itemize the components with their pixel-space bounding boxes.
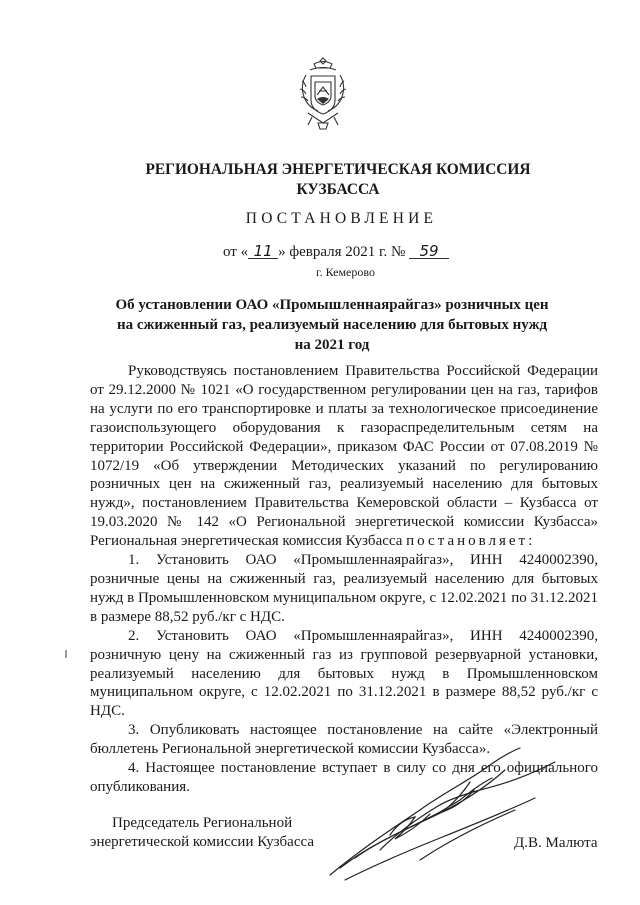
item-1: 1. Установить ОАО «Промышленнаярайгаз», ИНН 4240002390, розничные цены на сжиженный газ, реализуемый населению для бытовых нужд в Промышленновском муниципальном округе, с 12.02.2021 по 31.12.2021 в размере 88,52 руб./кг с НДС. <box>90 552 598 625</box>
position-line2: энергетической комиссии Кузбасса <box>90 834 314 850</box>
coat-of-arms-icon <box>296 55 350 133</box>
item-4: 4. Настоящее постановление вступает в силу со дня его официального опубликования. <box>90 760 598 795</box>
commission-name-line2: КУЗБАССА <box>296 181 380 198</box>
margin-mark <box>65 650 67 658</box>
signatory-name: Д.В. Малюта <box>514 835 598 851</box>
document-title <box>95 295 569 355</box>
handwritten-signature <box>320 740 570 890</box>
document-body <box>90 362 598 797</box>
handwritten-number: 59 <box>409 244 449 259</box>
city-label: г. Кемерово <box>316 265 375 279</box>
date-number-line <box>223 244 449 261</box>
commission-name-line1: РЕГИОНАЛЬНАЯ ЭНЕРГЕТИЧЕСКАЯ КОМИССИЯ <box>145 161 531 178</box>
decree-word: постановляет: <box>406 533 536 550</box>
commission-name <box>0 160 640 200</box>
preamble-paragraph <box>90 362 598 551</box>
date-middle: » февраля 2021 г. № <box>278 244 406 260</box>
document-type-heading: ПОСТАНОВЛЕНИЕ <box>245 210 438 227</box>
item-3: 3. Опубликовать настоящее постановление на сайте «Электронный бюллетень Региональной энергетической комиссии Кузбасса». <box>90 722 598 758</box>
preamble-text: Руководствуясь постановлением Правительства Российской Федерации от 29.12.2000 № 1021 «О государственном регулировании цен на газ, тарифов на услуги по его транспортировке и платы за технологическое присоединение газоиспользующего оборудования к газораспределительным сетям на территории Российской Федерации», приказом ФАС России от 07.08.2019 № 1072/19 «Об утверждении Методических указаний по регулированию розничных цен на сжиженный газ, реализуемый населению для бытовых нужд», постановлением Правительства Кемеровской области – Кузбасса от 19.03.2020 № 142 «О Региональной энергетической комиссии Кузбасса» Региональная энергетическая комиссия Кузбасса <box>90 363 598 550</box>
signatory-position <box>90 814 314 852</box>
position-line1: Председатель Региональной <box>112 815 293 831</box>
item-2: 2. Установить ОАО «Промышленнаярайгаз», ИНН 4240002390, розничную цену на сжиженный газ из групповой резервуарной установки, реализуемый населению для бытовых нужд в Промышленновском муниципальном округе, с 12.02.2021 по 31.12.2021 в размере 88,52 руб./кг с НДС. <box>90 627 598 720</box>
date-prefix: от « <box>223 244 249 260</box>
title-line3: на 2021 год <box>294 337 370 353</box>
handwritten-day: 11 <box>248 244 278 259</box>
title-line2: на сжиженный газ, реализуемый населению для бытовых нужд <box>116 317 548 333</box>
title-line1: Об установлении ОАО «Промышленнаярайгаз» розничных цен <box>115 297 549 313</box>
